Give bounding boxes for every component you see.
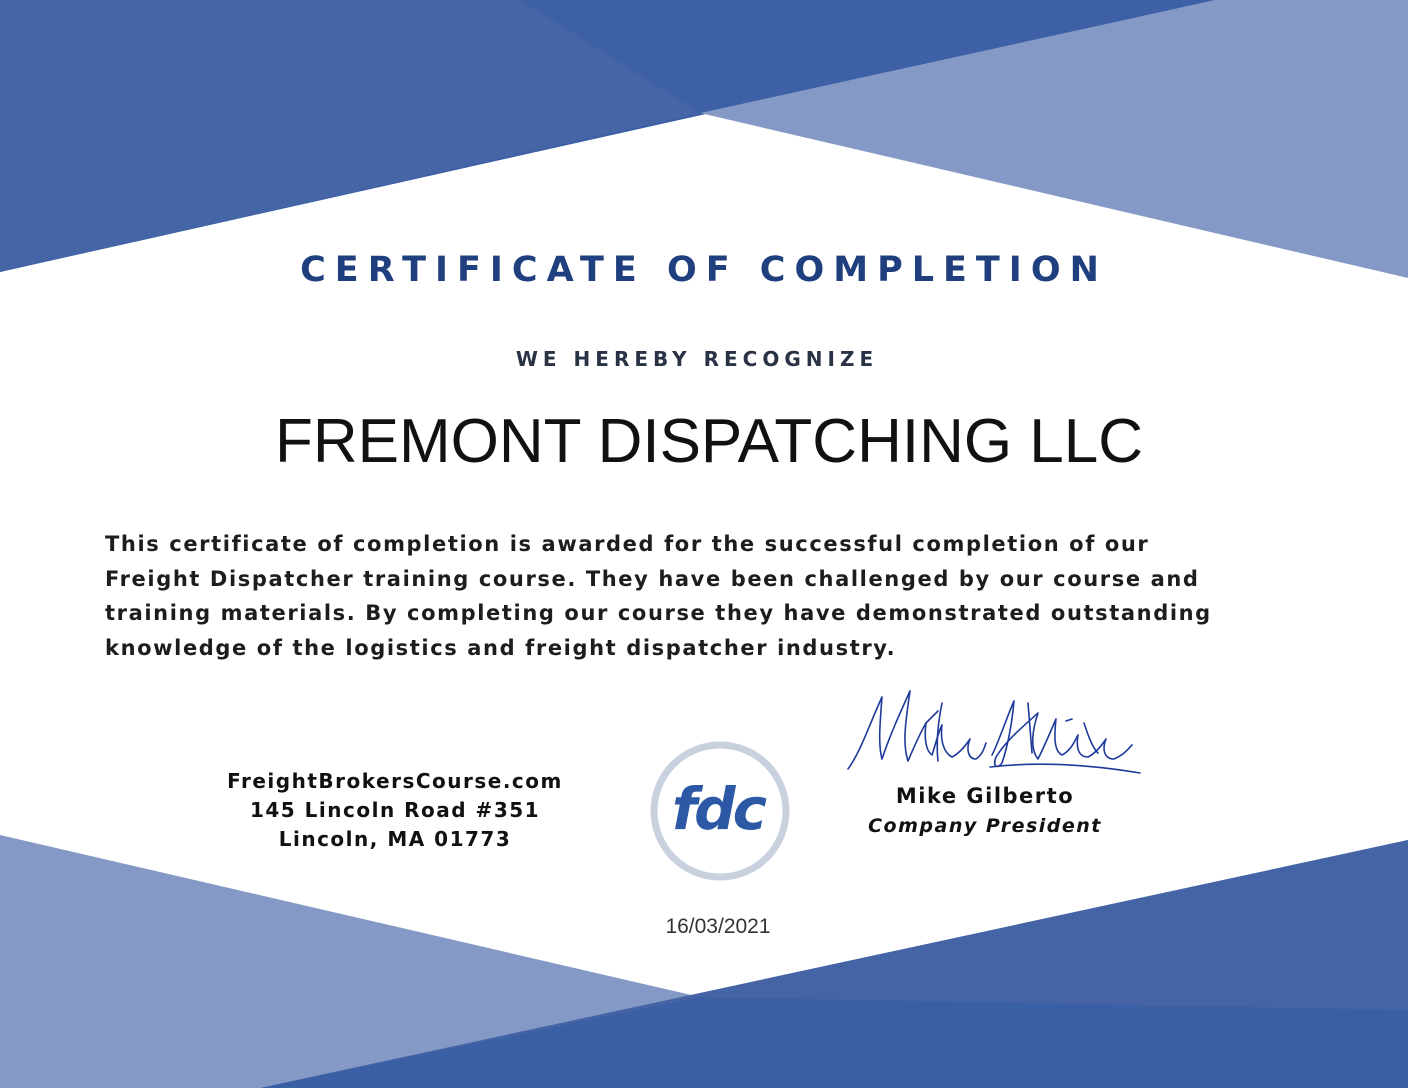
certificate-body <box>105 527 1305 665</box>
company-address <box>150 767 640 854</box>
fdc-logo-text: fdc <box>671 775 765 843</box>
recognize-subtitle: WE HEREBY RECOGNIZE <box>515 347 879 371</box>
signature-icon <box>842 683 1147 779</box>
body-line: training materials. By completing our course they have demonstrated outstanding <box>105 601 1212 625</box>
body-line: knowledge of the logistics and freight dispatcher industry. <box>105 635 897 660</box>
body-line: Freight Dispatcher training course. They have been challenged by our course and <box>105 566 1200 591</box>
issue-date: 16/03/2021 <box>665 915 771 938</box>
signer-title: Company President <box>868 815 1102 837</box>
body-line: This certificate of completion is awarded for the successful completion of our <box>105 532 1150 556</box>
city-address: Lincoln, MA 01773 <box>278 827 512 851</box>
street-address: 145 Lincoln Road #351 <box>249 798 541 822</box>
certificate-title: CERTIFICATE OF COMPLETION <box>300 250 1108 290</box>
recipient-name: FREMONT DISPATCHING LLC <box>274 407 1144 476</box>
website-text: FreightBrokersCourse.com <box>227 769 563 793</box>
fdc-logo-icon <box>648 739 792 883</box>
signer-name: Mike Gilberto <box>895 784 1075 808</box>
